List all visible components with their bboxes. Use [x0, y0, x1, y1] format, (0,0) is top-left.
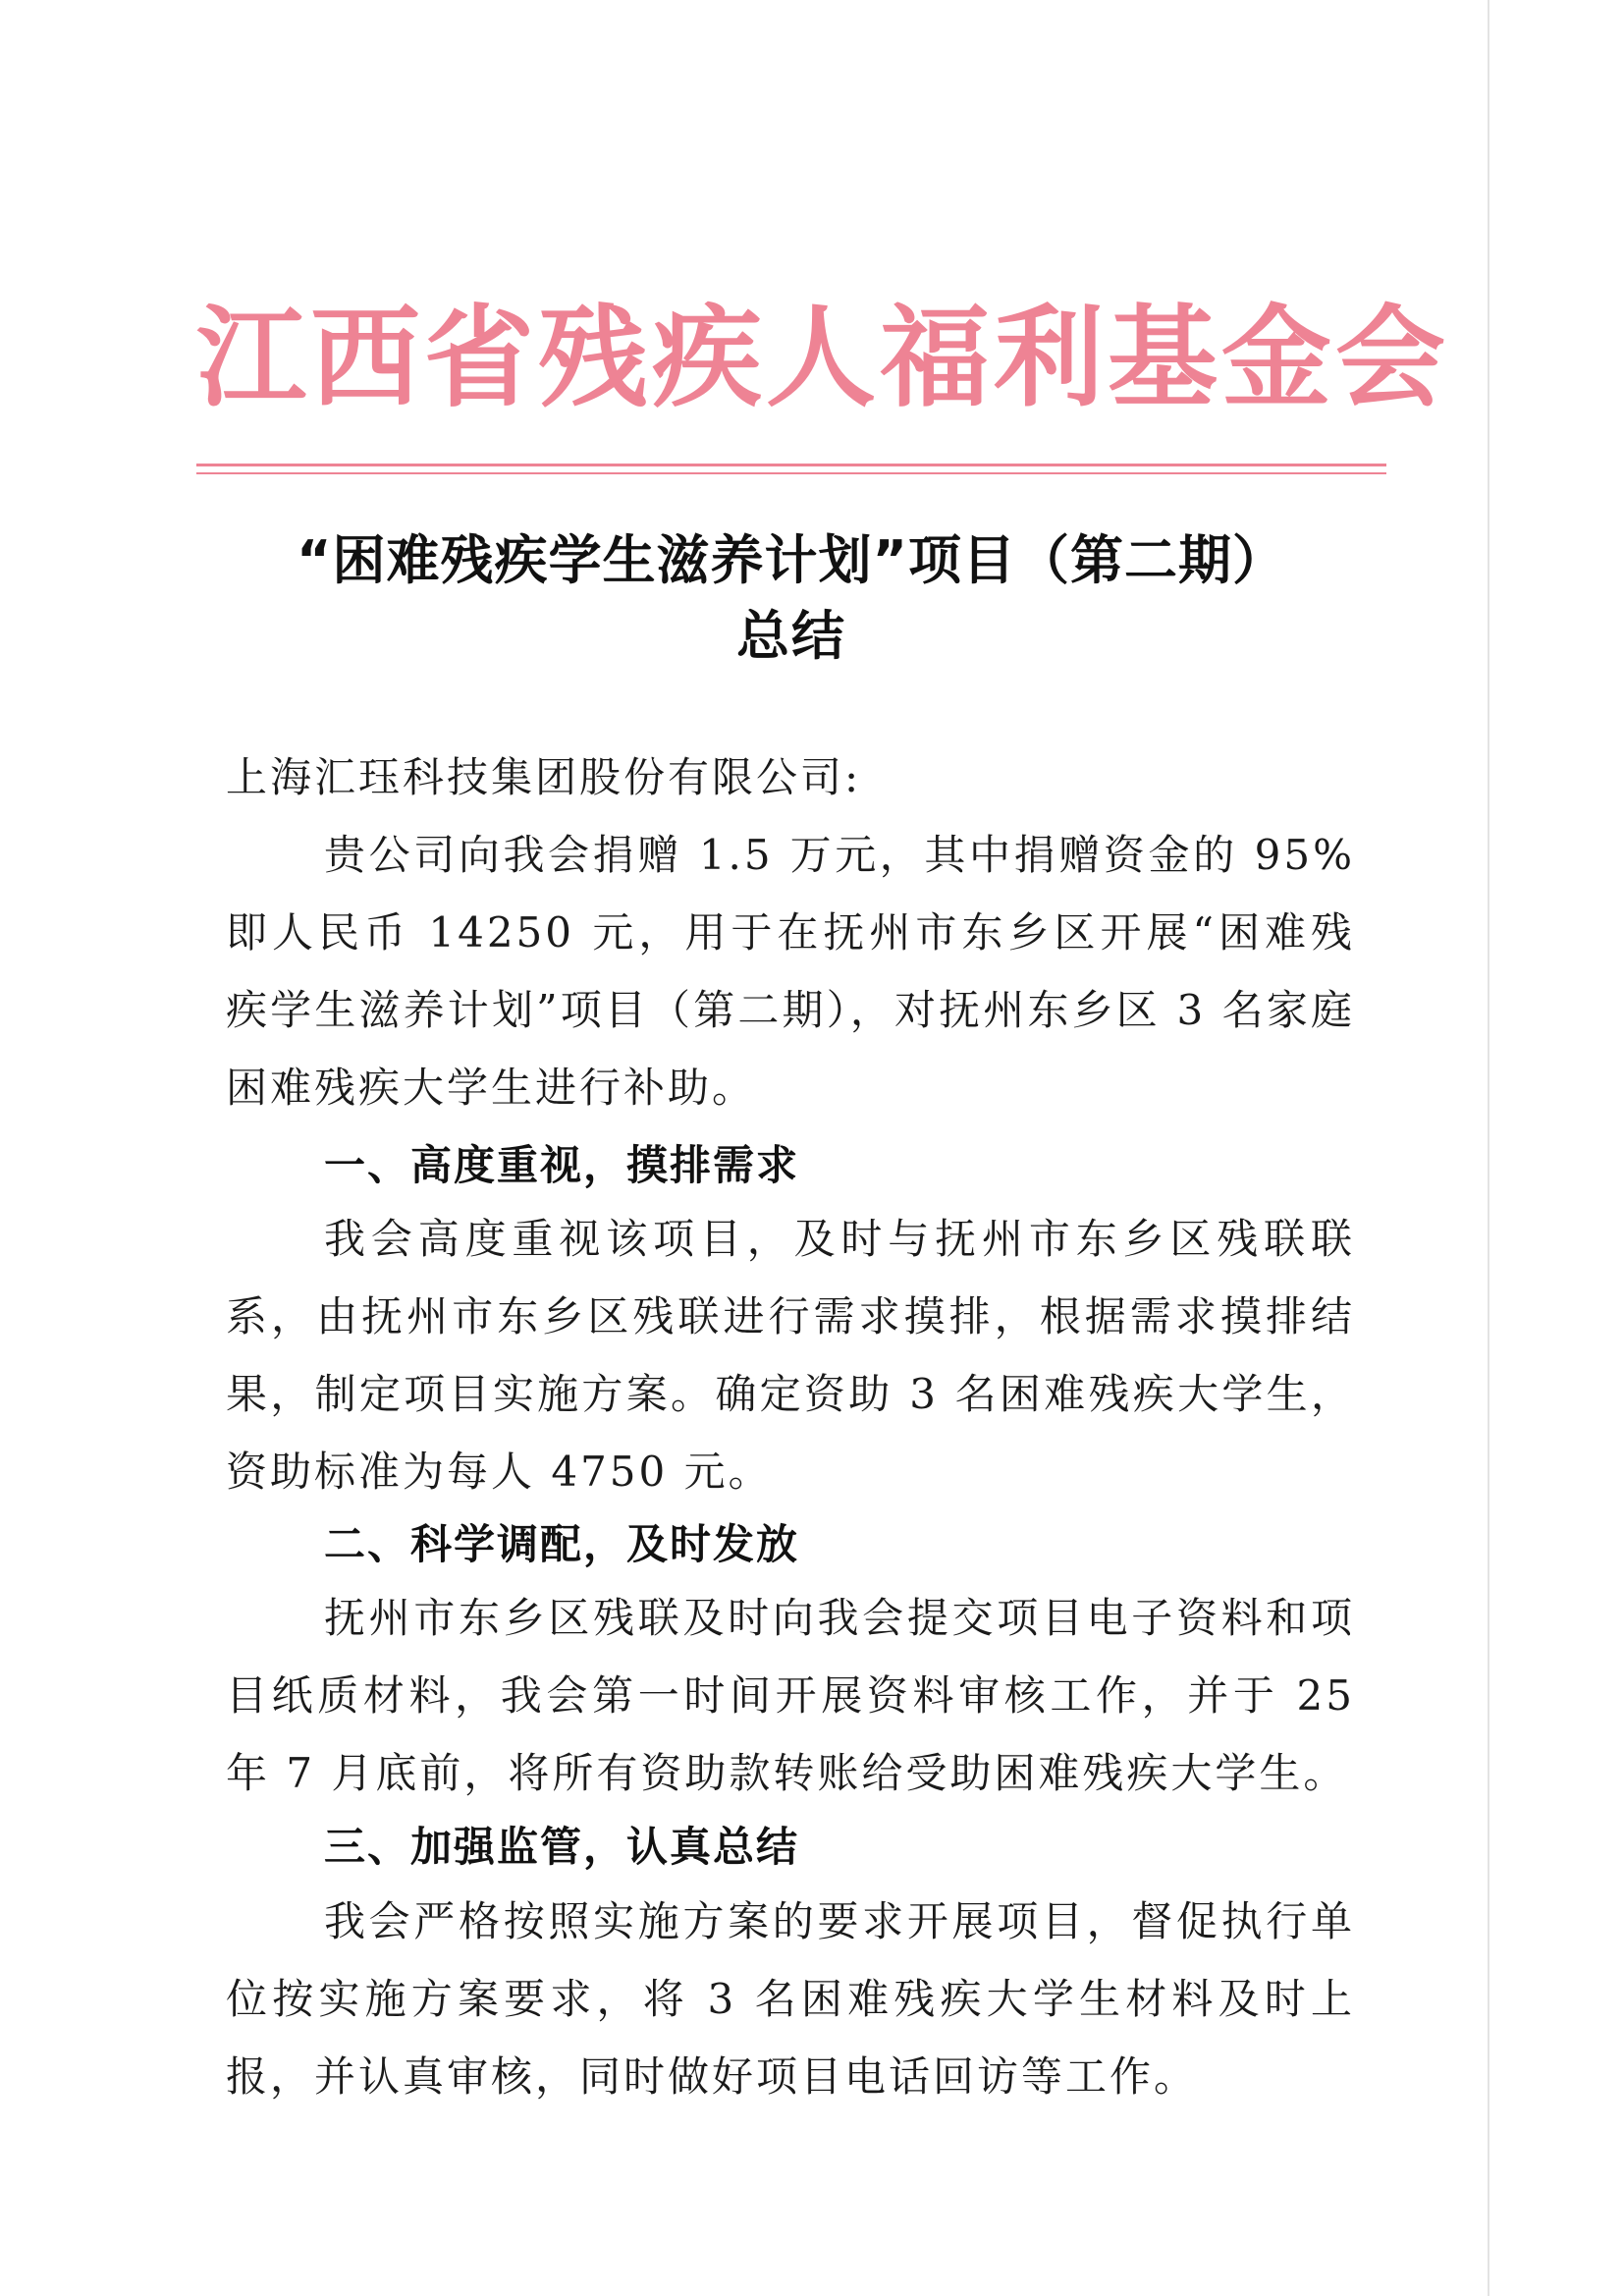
section-3-paragraph: 我会严格按照实施方案的要求开展项目，督促执行单位按实施方案要求，将 3 名困难残疾大学生材料及时上报，并认真审核，同时做好项目电话回访等工作。 — [226, 1897, 1355, 2101]
section-heading-1: 一、高度重视，摸排需求 — [324, 1141, 800, 1189]
document-title-line2: 总结 — [736, 605, 846, 667]
letterhead-org-name: 江西省残疾人福利基金会 — [196, 294, 1449, 422]
scan-page-edge — [1488, 0, 1489, 2296]
section-2-paragraph: 抚州市东乡区残联及时向我会提交项目电子资料和项目纸质材料，我会第一时间开展资料审核工作，并于 25 年 7 月底前，将所有资助款转账给受助困难残疾大学生。 — [226, 1594, 1355, 1797]
letterhead-rule-thin — [196, 472, 1386, 474]
section-heading-2: 二、科学调配，及时发放 — [324, 1520, 800, 1568]
document-title: “困难残疾学生滋养计划”项目（第二期） — [297, 529, 1286, 591]
letterhead-rule-thick — [196, 464, 1386, 466]
section-heading-3: 三、加强监管，认真总结 — [324, 1823, 800, 1871]
section-1-paragraph: 我会高度重视该项目，及时与抚州市东乡区残联联系，由抚州市东乡区残联进行需求摸排，根据需求摸排结果，制定项目实施方案。确定资助 3 名困难残疾大学生，资助标准为每人 4750 元。 — [226, 1215, 1355, 1496]
intro-paragraph: 贵公司向我会捐赠 1.5 万元，其中捐赠资金的 95%即人民币 14250 元，用于在抚州市东乡区开展“困难残疾学生滋养计划”项目（第二期），对抚州东乡区 3 名家庭困难残疾大学生进行补助。 — [226, 831, 1355, 1112]
salutation: 上海汇珏科技集团股份有限公司: — [226, 753, 862, 801]
